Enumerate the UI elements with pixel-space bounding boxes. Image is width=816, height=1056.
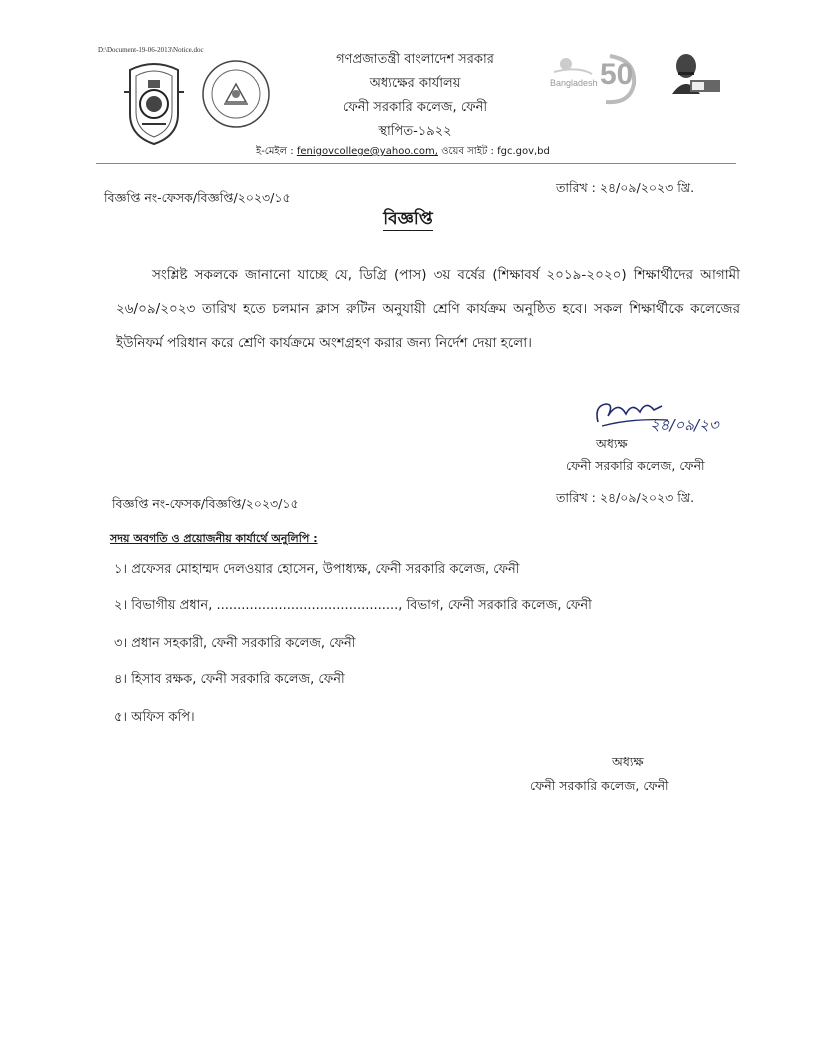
copy-item-4: ৪। হিসাব রক্ষক, ফেনী সরকারি কলেজ, ফেনী (114, 672, 345, 687)
copy-signer-office: ফেনী সরকারি কলেজ, ফেনী (530, 778, 669, 793)
copy-item-1: ১। প্রফেসর মোহাম্মদ দেলওয়ার হোসেন, উপাধ্যক্ষ, ফেনী সরকারি কলেজ, ফেনী (114, 562, 520, 577)
govt-name: গণপ্রজাতন্ত্রী বাংলাদেশ সরকার (336, 52, 494, 67)
notice-body: সংশ্লিষ্ট সকলকে জানানো যাচ্ছে যে, ডিগ্রি (পাস) ৩য় বর্ষের (শিক্ষাবর্ষ ২০১৯-২০২০) শিক্ষার্থীদের আগামী ২৬/০৯/২০২৩ তারিখ হতে চলমান ক্লাস রুটিন অনুযায়ী শ্রেণি কার্যক্রম অনুষ্ঠিত হবে। সকল শিক্ষার্থীকে কলেজের ইউনিফর্ম পরিধান করে শ্রেণি কার্যক্রমে অংশগ্রহণ করার জন্য নির্দেশ দেয়া হলো। (116, 267, 740, 351)
email-label: ই-মেইল : (256, 146, 294, 157)
office-name: অধ্যক্ষের কার্যালয় (369, 76, 461, 91)
file-path-label: D:\Document-19-06-2013\Notice.doc (98, 46, 204, 54)
header-divider (96, 163, 736, 164)
copy-date: তারিখ : ২৪/০৯/২০২৩ খ্রি. (556, 490, 695, 505)
signer-office: ফেনী সরকারি কলেজ, ফেনী (566, 458, 705, 473)
notice-title (0, 206, 816, 234)
memo-number: বিজ্ঞপ্তি নং-ফেসক/বিজ্ঞপ্তি/২০২৩/১৫ (104, 190, 291, 205)
college-crest-logo (120, 58, 188, 146)
notice-title-text: বিজ্ঞপ্তি (383, 209, 433, 229)
mujib-100-logo (668, 50, 722, 96)
email-link[interactable]: fenigovcollege@yahoo.com, (296, 146, 438, 157)
website-link[interactable]: fgc.gov,bd (497, 146, 550, 157)
bangladesh-50-number: 50 (600, 58, 634, 91)
bangladesh-50-logo (548, 50, 640, 110)
copy-signer-title: অধ্যক্ষ (612, 754, 644, 769)
established-year: স্থাপিত-১৯২২ (378, 124, 452, 139)
bangladesh-text: Bangladesh (550, 78, 598, 88)
copy-item-2: ২। বিভাগীয় প্রধান, ............................................, বিভাগ, ফেনী সরকারি কলেজ, ফেনী (114, 598, 592, 613)
contact-line (256, 144, 550, 161)
signature-date: ২৪/০৯/২৩ (650, 416, 719, 434)
college-name: ফেনী সরকারি কলেজ, ফেনী (342, 100, 488, 115)
copy-memo-number: বিজ্ঞপ্তি নং-ফেসক/বিজ্ঞপ্তি/২০২৩/১৫ (112, 496, 299, 511)
signer-title: অধ্যক্ষ (596, 436, 628, 451)
copy-item-3: ৩। প্রধান সহকারী, ফেনী সরকারি কলেজ, ফেনী (114, 636, 356, 651)
website-label: ওয়েব সাইট : (441, 146, 494, 157)
copy-heading: সদয় অবগতি ও প্রয়োজনীয় কার্যার্থে অনুলিপি : (110, 532, 318, 545)
copy-item-5: ৫। অফিস কপি। (114, 710, 195, 725)
notice-date: তারিখ : ২৪/০৯/২০২৩ খ্রি. (556, 180, 695, 195)
